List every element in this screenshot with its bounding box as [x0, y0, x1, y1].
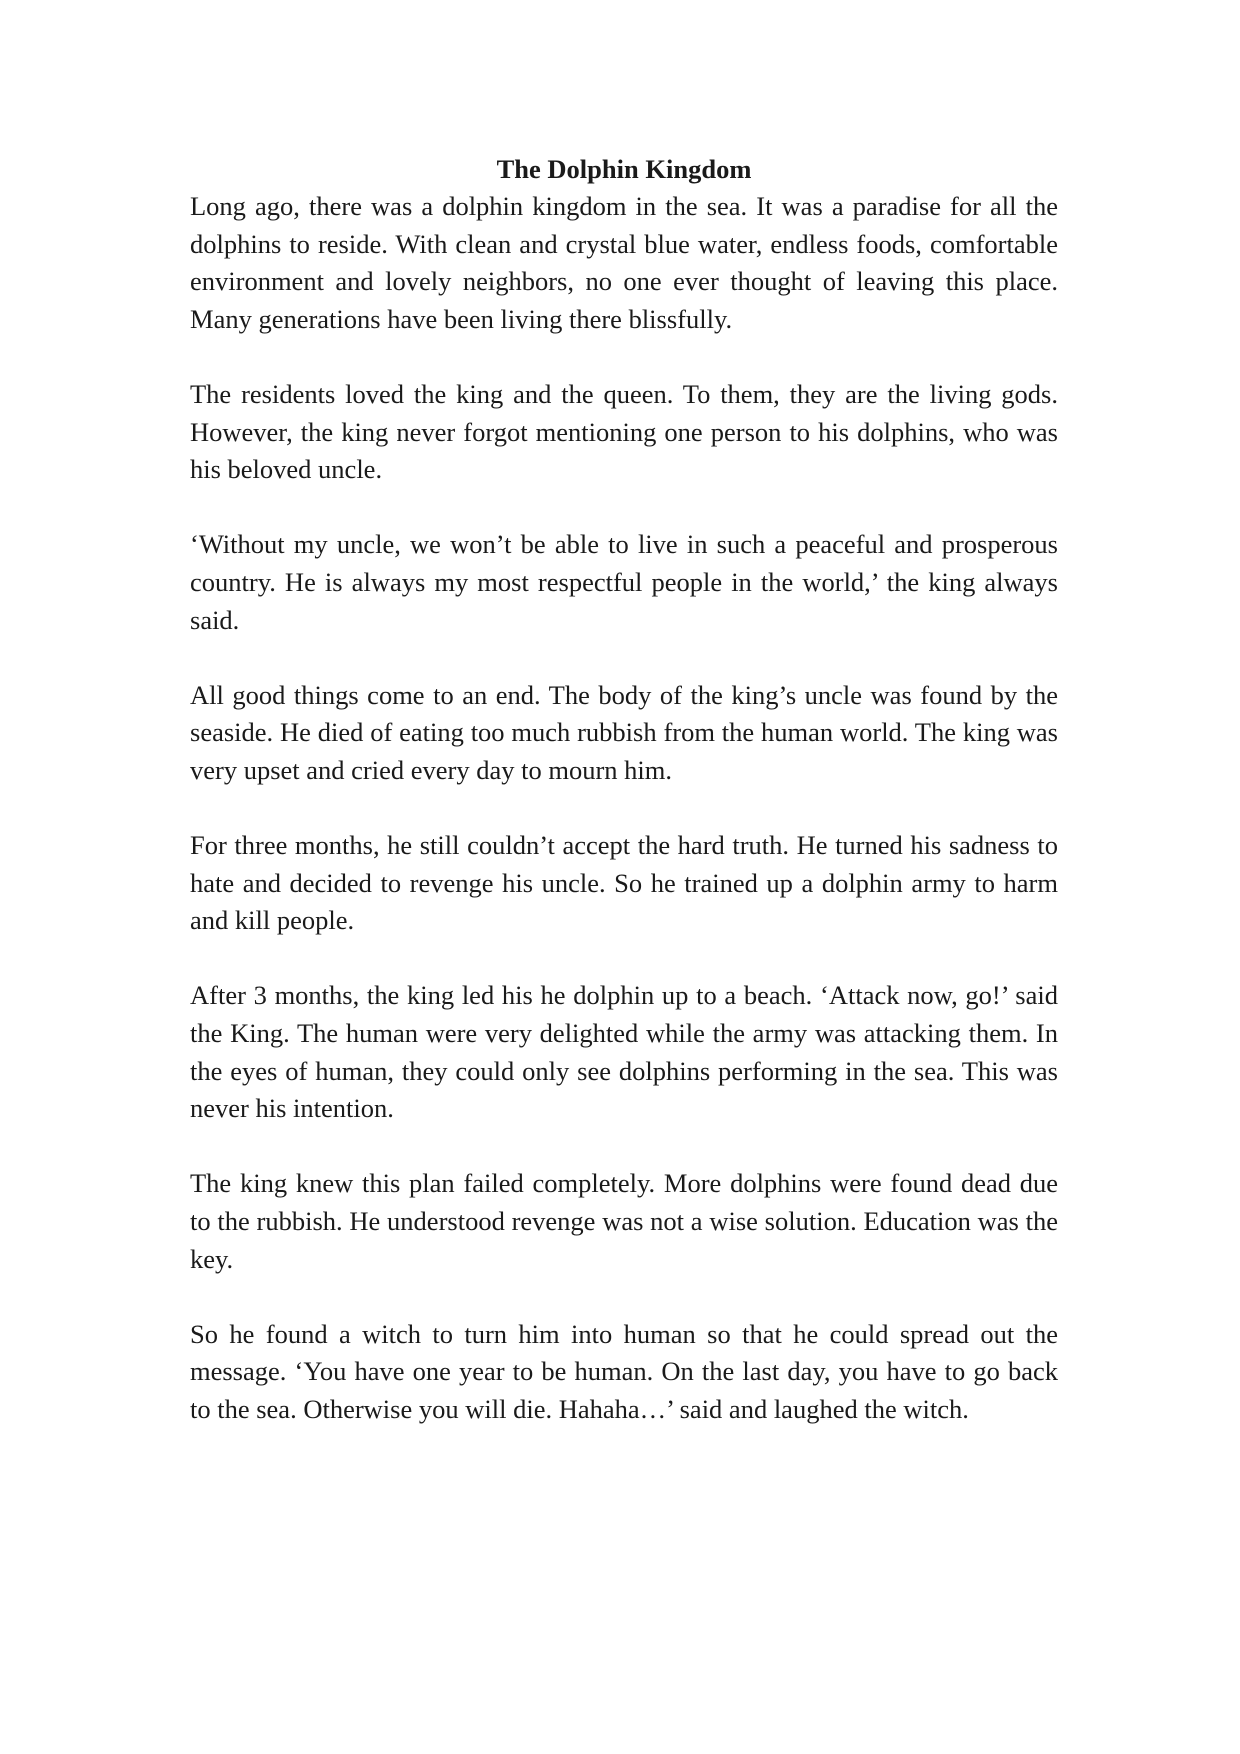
paragraph-2: The residents loved the king and the queen. To them, they are the living gods. However, the king never forgot mentioning one person to his dolphins, who was his beloved uncle. — [190, 378, 1058, 485]
paragraph-8: So he found a witch to turn him into human so that he could spread out the message. ‘You have one year to be human. On the last day, you have to go back to the sea. Otherwise you will die. Hahaha…’ said and laughed the witch. — [190, 1318, 1058, 1424]
paragraph-7: The king knew this plan failed completely. More dolphins were found dead due to the rubbish. He understood revenge was not a wise solution. Education was the key. — [190, 1168, 1058, 1274]
paragraph-1: Long ago, there was a dolphin kingdom in the sea. It was a paradise for all the dolphins to reside. With clean and crystal blue water, endless foods, comfortable environment and lovely neighbors, no one ever thought of leaving this place. Many generations have been living there blissfully. — [190, 191, 1058, 334]
document-title: The Dolphin Kingdom — [496, 154, 752, 184]
paragraph-3: ‘Without my uncle, we won’t be able to live in such a peaceful and prosperous country. He is always my most respectful people in the world,’ the king always said. — [190, 529, 1058, 635]
paragraph-6: After 3 months, the king led his he dolphin up to a beach. ‘Attack now, go!’ said the King. The human were very delighted while the army was attacking them. In the eyes of human, they could only see dolphins performing in the sea. This was never his intention. — [190, 980, 1058, 1124]
document-body — [190, 150, 1058, 1429]
paragraph-5: For three months, he still couldn’t accept the hard truth. He turned his sadness to hate and decided to revenge his uncle. So he trained up a dolphin army to harm and kill people. — [190, 830, 1058, 936]
paragraph-4: All good things come to an end. The body of the king’s uncle was found by the seaside. He died of eating too much rubbish from the human world. The king was very upset and cried every day to mourn him. — [190, 679, 1058, 785]
